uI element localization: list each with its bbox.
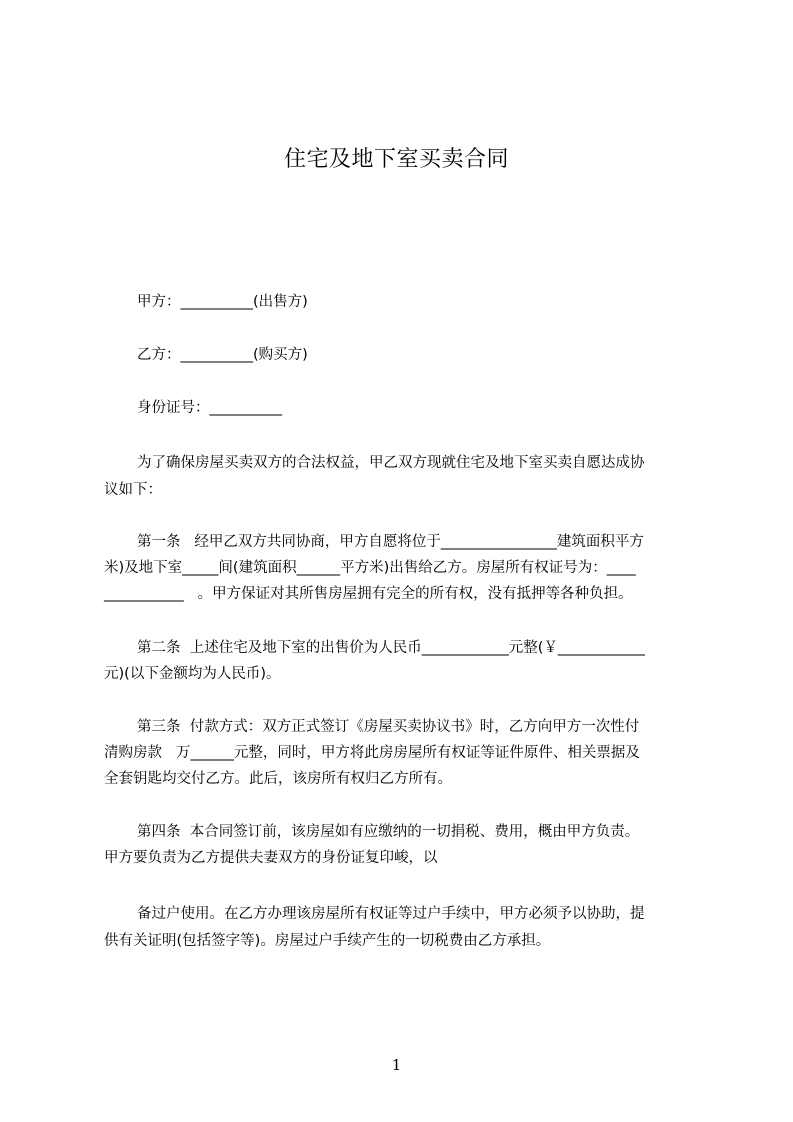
- article3-line-2: 清购房款 万______元整，同时，甲方将此房房屋所有权证等证件原件、相关票据及: [104, 745, 640, 761]
- article3-line-1: 第三条 付款方式：双方正式签订《房屋买卖协议书》时，乙方向甲方一次性付: [137, 719, 640, 735]
- article4-line-2: 甲方要负责为乙方提供夫妻双方的身份证复印峻，以: [104, 850, 438, 866]
- article4-line-1: 第四条 本合同签订前，该房屋如有应缴纳的一切捐税、费用，概由甲方负责。: [137, 824, 640, 840]
- article2-line-1: 第二条 上述住宅及地下室的出售价为人民币____________元整(￥____________: [137, 640, 645, 656]
- intro-line-1: 为了确保房屋买卖双方的合法权益，甲乙双方现就住宅及地下室买卖自愿达成协: [137, 455, 645, 471]
- intro-line-2: 议如下：: [104, 482, 162, 498]
- id-number-line: 身份证号：__________: [137, 400, 282, 416]
- party-b-line: 乙方：__________(购买方): [137, 347, 308, 363]
- article2-line-2: 元)(以下金额均为人民币)。: [104, 666, 281, 682]
- article3-line-3: 全套钥匙均交付乙方。此后，该房所有权归乙方所有。: [104, 771, 452, 787]
- continuation-line-2: 供有关证明(包括签字等)。房屋过户手续产生的一切税费由乙方承担。: [104, 933, 551, 949]
- article1-line-3: ___________ 。甲方保证对其所售房屋拥有完全的所有权，没有抵押等各种负担。: [104, 586, 633, 602]
- article1-line-1: 第一条 经甲乙双方共同协商，甲方自愿将位于________________建筑面积平方: [137, 534, 644, 550]
- page-title: 住宅及地下室买卖合同: [283, 147, 509, 172]
- party-a-line: 甲方：__________(出售方): [137, 294, 308, 310]
- page-number: 1: [391, 1056, 402, 1074]
- continuation-line-1: 备过户使用。在乙方办理该房屋所有权证等过户手续中，甲方必须予以协助，提: [137, 906, 645, 922]
- article1-line-2: 米)及地下室_____间(建筑面积______平方米)出售给乙方。房屋所有权证号为：____: [104, 560, 636, 576]
